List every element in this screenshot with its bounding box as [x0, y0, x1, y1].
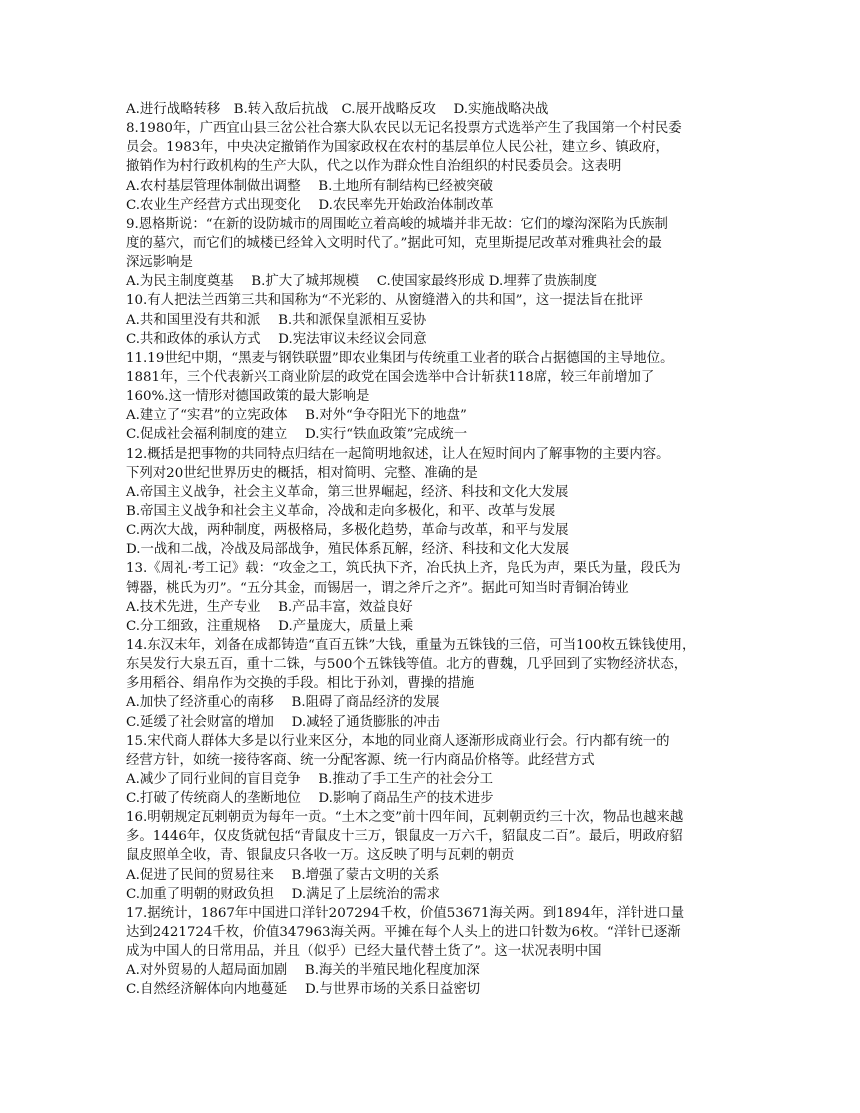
question-14-line-3: 多用稻谷、绢帛作为交换的手段。相比于孙刘，曹操的措施 [126, 676, 475, 692]
question-11-options-ab: A.建立了“实君”的立宪政体 B.对外“争夺阳光下的地盘” [126, 408, 467, 424]
question-8-line-1: 8.1980年，广西宜山县三岔公社合寨大队农民以无记名投票方式选举产生了我国第一个村民委 [126, 121, 682, 137]
question-17-line-3: 成为中国人的日常用品，并且（似乎）已经大量代替土货了”。这一状况表明中国 [126, 944, 602, 960]
question-14-options-cd: C.延缓了社会财富的增加 D.减轻了通货膨胀的冲击 [126, 714, 440, 730]
question-10-options-cd: C.共和政体的承认方式 D.宪法审议未经议会同意 [126, 331, 427, 347]
question-9-line-1: 9.恩格斯说：“在新的设防城市的周围屹立着高峻的城墙并非无故：它们的壕沟深陷为氏族制 [126, 216, 668, 232]
question-11-line-2: 1881年，三个代表新兴工商业阶层的政党在国会选举中合计斩获118席，较三年前增加了 [126, 369, 655, 385]
question-8-line-2: 员会。1983年，中央决定撤销作为国家政权在农村的基层单位人民公社，建立乡、镇政府， [126, 140, 669, 156]
question-12-line-2: 下列对20世纪世界历史的概括，相对简明、完整、准确的是 [126, 465, 478, 481]
question-15-options-cd: C.打破了传统商人的垄断地位 D.影响了商品生产的技术进步 [126, 791, 494, 807]
question-9-line-2: 度的墓穴，而它们的城楼已经耸入文明时代了。”据此可知，克里斯提尼改革对雅典社会的最 [126, 235, 662, 251]
question-11-line-1: 11.19世纪中期，“黑麦与钢铁联盟”即农业集团与传统重工业者的联合占据德国的主导地位。 [126, 350, 674, 366]
question-17-options-cd: C.自然经济解体向内地蔓延 D.与世界市场的关系日益密切 [126, 982, 481, 998]
question-13-options-cd: C.分工细致，注重规格 D.产量庞大，质量上乘 [126, 618, 414, 634]
question-16-line-2: 多。1446年，仅皮货就包括“青鼠皮十三万，银鼠皮一万六千，貂鼠皮二百”。最后，明政府貂 [126, 829, 683, 845]
question-8-options-ab: A.农村基层管理体制做出调整 B.土地所有制结构已经被突破 [126, 178, 494, 194]
question-14-line-1: 14.东汉末年，刘备在成都铸造“直百五铢”大钱，重量为五铢钱的三倍，可当100枚五铢钱使用， [126, 637, 696, 653]
question-9-line-3: 深远影响是 [126, 255, 193, 271]
question-15-line-1: 15.宋代商人群体大多是以行业来区分，本地的同业商人逐渐形成商业行会。行内都有统一的 [126, 733, 670, 749]
question-8-options-cd: C.农业生产经营方式出现变化 D.农民率先开始政治体制改革 [126, 197, 494, 213]
question-14-line-2: 东吴发行大泉五百，重十二铢，与500个五铢钱等值。北方的曹魏，几乎回到了实物经济状态， [126, 657, 688, 673]
question-9-options: A.为民主制度奠基 B.扩大了城邦规模 C.使国家最终形成 D.埋葬了贵族制度 [126, 274, 598, 290]
question-12-option-b: B.帝国主义战争和社会主义革命，冷战和走向多极化，和平、改革与发展 [126, 503, 556, 519]
question-10-options-ab: A.共和国里没有共和派 B.共和派保皇派相互妥协 [126, 312, 427, 328]
option-line-q7: A.进行战略转移 B.转入敌后抗战 C.展开战略反攻 D.实施战略决战 [126, 102, 549, 117]
document-page-body [126, 100, 746, 1000]
question-15-options-ab: A.减少了同行业间的盲目竞争 B.推动了手工生产的社会分工 [126, 771, 494, 787]
question-12-option-d: D.一战和二战，冷战及局部战争，殖民体系瓦解，经济、科技和文化大发展 [126, 542, 570, 558]
question-11-options-cd: C.促成社会福利制度的建立 D.实行“铁血政策”完成统一 [126, 427, 468, 443]
question-17-options-ab: A.对外贸易的人超局面加剧 B.海关的半殖民地化程度加深 [126, 963, 480, 979]
question-17-line-2: 达到2421724千枚，价值347963海关两。平摊在每个人头上的进口针数为6枚。“洋针已逐渐 [126, 925, 681, 941]
question-16-line-3: 鼠皮照单全收，青、银鼠皮只各收一万。这反映了明与瓦剌的朝贡 [126, 848, 515, 864]
question-13-line-2: 镈器，桃氏为刃”。“五分其金，而锡居一，谓之斧斤之齐”。据此可知当时青铜冶铸业 [126, 580, 629, 596]
question-16-options-ab: A.促进了民间的贸易往来 B.增强了蒙古文明的关系 [126, 867, 440, 883]
question-11-line-3: 160%.这一情形对德国政策的最大影响是 [126, 389, 370, 405]
question-12-option-c: C.两次大战，两种制度，两极格局，多极化趋势，革命与改革，和平与发展 [126, 523, 569, 539]
question-17-line-1: 17.据统计，1867年中国进口洋针207294千枚，价值53671海关两。到1894年，洋针进口量 [126, 905, 685, 921]
question-10-line-1: 10.有人把法兰西第三共和国称为“不光彩的、从窗缝潜入的共和国”，这一提法旨在批评 [126, 293, 644, 309]
question-15-line-2: 经营方针，如统一接待客商、统一分配客源、统一行内商品价格等。此经营方式 [126, 752, 595, 768]
question-8-line-3: 撤销作为村行政机构的生产大队，代之以作为群众性自治组织的村民委员会。这表明 [126, 159, 622, 175]
question-12-option-a: A.帝国主义战争，社会主义革命，第三世界崛起，经济、科技和文化大发展 [126, 484, 569, 500]
question-12-line-1: 12.概括是把事物的共同特点归结在一起简明地叙述，让人在短时间内了解事物的主要内容。 [126, 446, 670, 462]
question-13-options-ab: A.技术先进，生产专业 B.产品丰富，效益良好 [126, 599, 413, 615]
question-16-options-cd: C.加重了明朝的财政负担 D.满足了上层统治的需求 [126, 886, 440, 902]
question-13-line-1: 13.《周礼·考工记》载：“攻金之工，筑氏执下齐，冶氏执上齐，凫氏为声，栗氏为量，段氏为 [126, 561, 681, 577]
question-16-line-1: 16.明朝规定瓦剌朝贡为每年一贡。“土木之变”前十四年间，瓦剌朝贡约三十次，物品也越来越 [126, 810, 684, 826]
question-14-options-ab: A.加快了经济重心的南移 B.阻碍了商品经济的发展 [126, 695, 440, 711]
